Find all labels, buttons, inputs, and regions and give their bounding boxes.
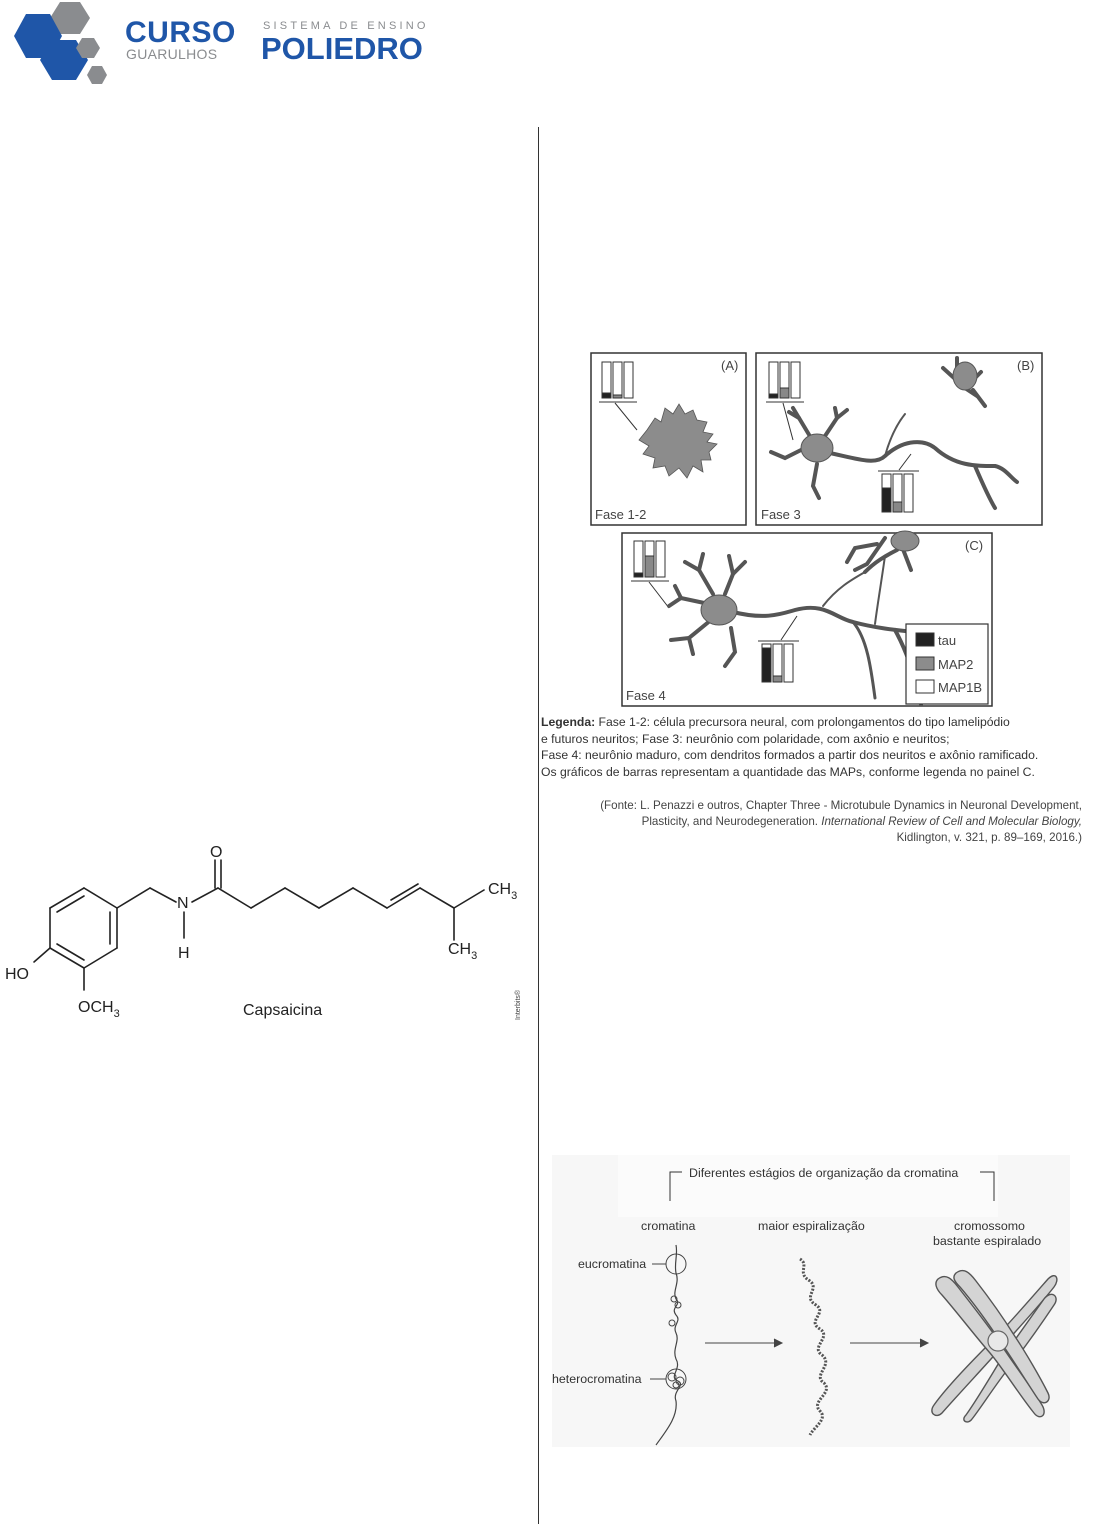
system-name: POLIEDRO xyxy=(261,31,423,66)
brand-guarulhos: GUARULHOS xyxy=(126,46,218,62)
logo-hexagons xyxy=(8,0,112,92)
atom-n: N xyxy=(177,895,189,912)
panel-c-soma xyxy=(701,595,737,625)
caption-line4: Os gráficos de barras representam a quantidade das MAPs, conforme legenda no painel C. xyxy=(541,764,1035,779)
group-ho: HO xyxy=(5,966,29,983)
panel-c-phase: Fase 4 xyxy=(626,688,666,703)
source-line1: (Fonte: L. Penazzi e outros, Chapter Three - Microtubule Dynamics in Neuronal Development, xyxy=(600,799,1082,812)
source-line3: Kidlington, v. 321, p. 89–169, 2016.) xyxy=(896,831,1082,844)
group-och3: $OCH_3$ xyxy=(78,999,120,1020)
centromere xyxy=(988,1331,1008,1351)
panel-c-bars-top xyxy=(631,541,669,581)
chromatin-title: Diferentes estágios de organização da cromatina xyxy=(689,1166,959,1180)
panel-b-bars-axon xyxy=(878,471,919,512)
stage-cromossomo-2: bastante espiralado xyxy=(933,1234,1042,1248)
neuron-figure xyxy=(585,348,1047,710)
group-ch3-bottom: $CH_3$ xyxy=(448,941,478,962)
header xyxy=(0,0,1094,110)
group-ch3-top: $CH_3$ xyxy=(488,881,518,902)
panel-c-soma2 xyxy=(891,531,919,551)
capsaicin-caption: Capsaicina xyxy=(243,1002,323,1019)
panel-b-phase: Fase 3 xyxy=(761,507,801,522)
caption-line3: Fase 4: neurônio maduro, com dendritos formados a partir dos neuritos e axônio ramificado. xyxy=(541,748,1039,763)
svg-text:tau: tau xyxy=(938,633,957,648)
source-line2a: Plasticity, and Neurodegeneration. xyxy=(641,815,822,828)
panel-b-soma xyxy=(801,434,833,462)
panel-a-phase: Fase 1-2 xyxy=(595,507,647,522)
stage-cromossomo-1: cromossomo xyxy=(954,1219,1025,1233)
legend-map1b xyxy=(916,680,982,695)
caption-line1: Fase 1-2: célula precursora neural, com prolongamentos do tipo lamelipódio xyxy=(595,715,1010,729)
atom-h: H xyxy=(178,945,190,962)
label-heterocromatina: heterocromatina xyxy=(552,1372,642,1386)
image-credit: Interbits® xyxy=(515,989,522,1020)
panel-a-label: (A) xyxy=(721,358,739,373)
caption-bold: Legenda: xyxy=(541,715,596,729)
stage-cromatina: cromatina xyxy=(641,1219,696,1233)
svg-text:MAP1B: MAP1B xyxy=(938,680,983,695)
hex-gray-small xyxy=(87,66,107,84)
system-label: SISTEMA DE ENSINO xyxy=(263,20,429,32)
source-journal: International Review of Cell and Molecular Biology, xyxy=(821,815,1082,828)
atom-o: O xyxy=(210,844,223,861)
svg-text:MAP2: MAP2 xyxy=(938,657,974,672)
capsaicin-structure xyxy=(0,830,530,1030)
panel-b-soma2 xyxy=(953,362,977,390)
panel-c-bars-axon xyxy=(758,641,799,682)
panel-b-bars-top xyxy=(766,362,804,402)
caption-line2: e futuros neuritos; Fase 3: neurônio com polaridade, com axônio e neuritos; xyxy=(541,731,950,746)
neuron-caption xyxy=(541,714,1091,780)
source-citation xyxy=(560,798,1082,846)
panel-b-label: (B) xyxy=(1017,358,1035,373)
panel-c-label: (C) xyxy=(965,538,984,553)
stage-espiralizacao: maior espiralização xyxy=(758,1219,865,1233)
legend-map2 xyxy=(916,657,973,672)
brand-curso: CURSO xyxy=(125,16,236,49)
chromatin-figure xyxy=(548,1155,1074,1450)
column-divider xyxy=(538,127,539,1524)
label-eucromatina: eucromatina xyxy=(578,1257,647,1271)
panel-a-bars xyxy=(599,362,637,402)
